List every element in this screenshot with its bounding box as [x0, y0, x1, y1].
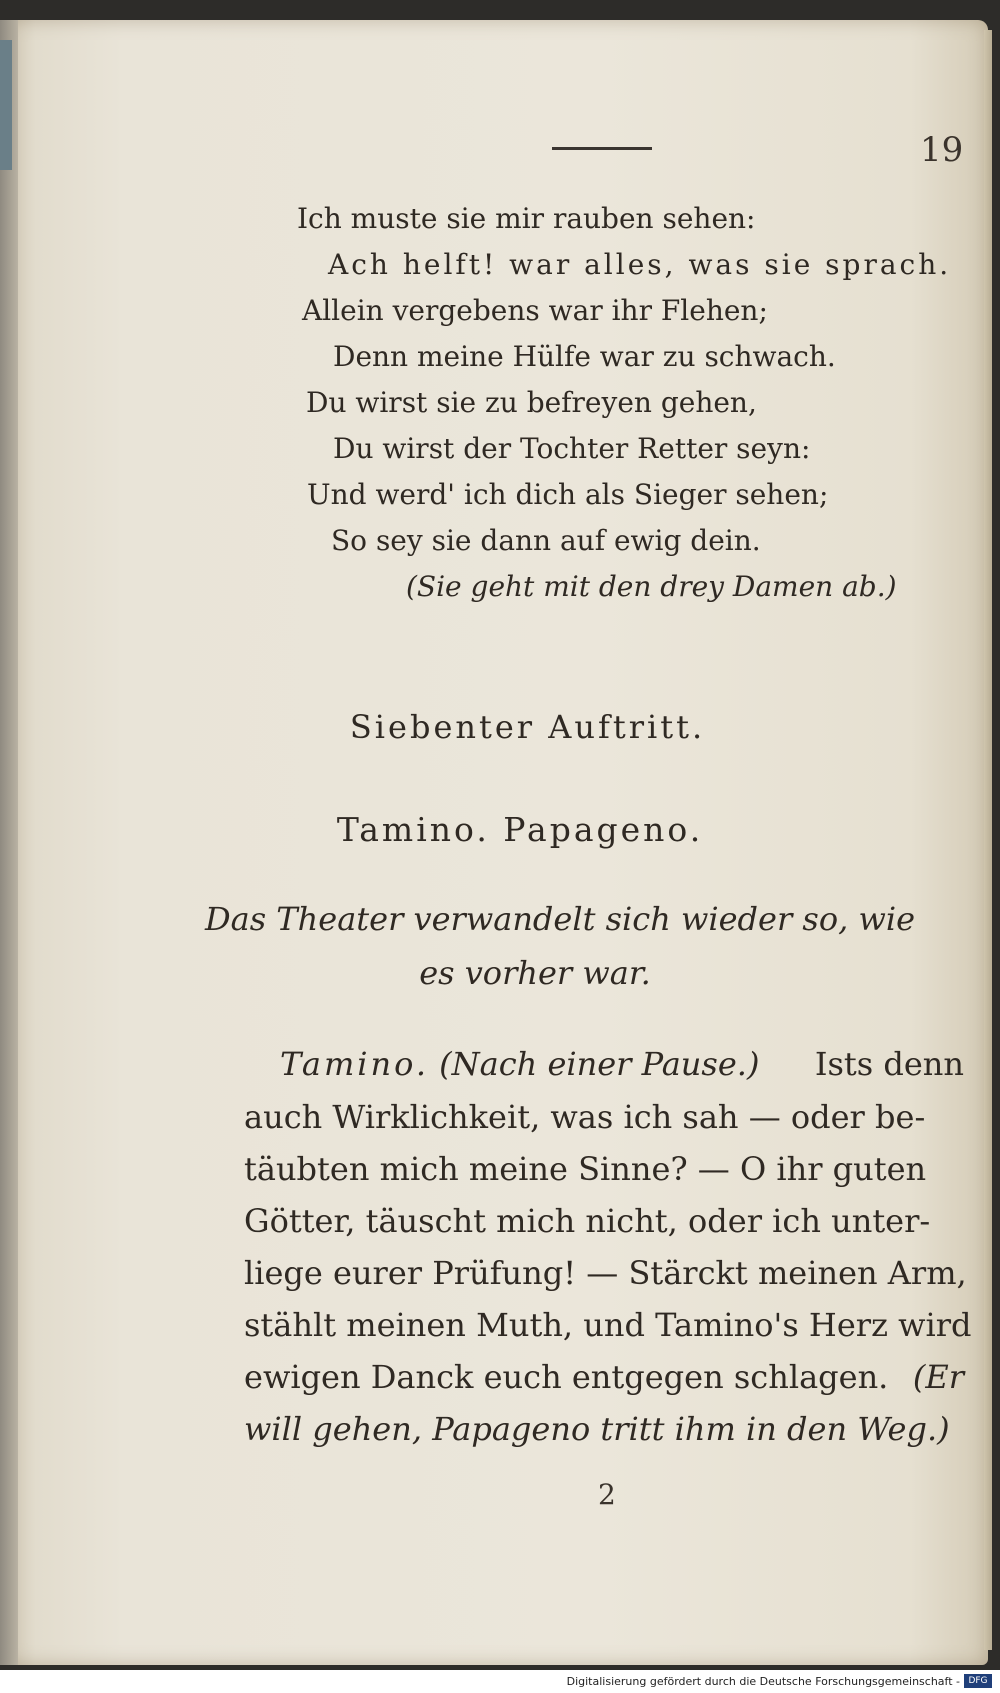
verse-line-5: Du wirst sie zu befreyen gehen, [306, 386, 757, 419]
speech-line-7 [244, 1358, 964, 1396]
verse-line-8: So sey sie dann auf ewig dein. [331, 524, 761, 557]
verse-line-4: Denn meine Hülfe war zu schwach. [333, 340, 836, 373]
scene-direction-line-1: Das Theater verwandelt sich wieder so, wie [204, 900, 916, 938]
speech-line-6: stählt meinen Muth, und Tamino's Herz wird [244, 1306, 972, 1344]
verse-line-3: Allein vergebens war ihr Flehen; [302, 294, 768, 327]
speech-direction: (Nach einer Pause.) [439, 1045, 760, 1083]
scene-direction-line-2: es vorher war. [419, 954, 651, 992]
verse-line-1: Ich muste sie mir rauben sehen: [297, 202, 756, 235]
speech-line-1-text: Ists denn [814, 1045, 964, 1083]
header-rule [552, 147, 652, 150]
speech-line-3: täubten mich meine Sinne? — O ihr guten [244, 1150, 927, 1188]
speech-line-2: auch Wirklichkeit, was ich sah — oder be- [244, 1098, 926, 1136]
speech-line-5: liege eurer Prüfung! — Stärckt meinen Arm, [244, 1254, 967, 1292]
footer-bar [0, 1670, 1000, 1693]
page-number: 19 [920, 130, 964, 170]
stage-direction-exit: (Sie geht mit den drey Damen ab.) [406, 570, 897, 603]
scene-title: Siebenter Auftritt. [349, 708, 706, 746]
character-list: Tamino. Papageno. [336, 810, 704, 849]
dfg-logo: DFG [964, 1674, 992, 1688]
speaker-name: Tamino. [280, 1045, 429, 1083]
footer-credit: Digitalisierung gefördert durch die Deutsche Forschungsgemeinschaft - [566, 1675, 960, 1688]
binding-fragment [0, 40, 12, 170]
speech-line-1 [280, 1045, 964, 1083]
verse-line-2: Ach helft! war alles, was sie sprach. [328, 248, 952, 281]
signature-mark: 2 [598, 1478, 616, 1511]
speech-line-4: Götter, täuscht mich nicht, oder ich unter- [244, 1202, 931, 1240]
speech-line-7-text: ewigen Danck euch entgegen schlagen. [244, 1358, 889, 1396]
verse-line-7: Und werd' ich dich als Sieger sehen; [307, 478, 829, 511]
verse-line-6: Du wirst der Tochter Retter seyn: [333, 432, 811, 465]
speech-line-8: will gehen, Papageno tritt ihm in den Weg.) [244, 1410, 950, 1448]
speech-line-7-direction: (Er [912, 1358, 964, 1396]
